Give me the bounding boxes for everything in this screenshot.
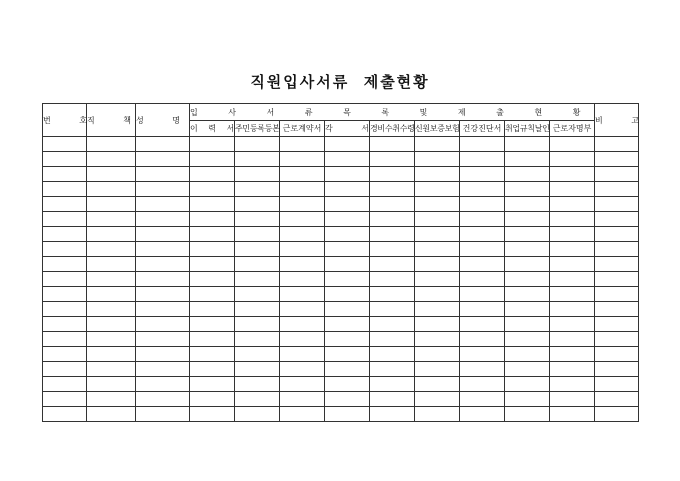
table-cell <box>235 332 280 347</box>
table-cell <box>370 272 415 287</box>
table-cell <box>87 407 136 422</box>
table-cell <box>136 152 190 167</box>
table-cell <box>136 302 190 317</box>
table-cell <box>280 332 325 347</box>
table-cell <box>505 362 550 377</box>
table-cell <box>415 392 460 407</box>
column-header-work-rules-seal: 취업규칙날인 <box>505 121 550 137</box>
table-cell <box>190 182 235 197</box>
table-cell <box>325 242 370 257</box>
table-cell <box>136 392 190 407</box>
table-cell <box>325 332 370 347</box>
table-cell <box>460 257 505 272</box>
table-cell <box>280 257 325 272</box>
table-cell <box>505 227 550 242</box>
table-cell <box>325 317 370 332</box>
table-cell <box>87 197 136 212</box>
table-cell <box>190 152 235 167</box>
table-cell <box>550 362 595 377</box>
table-cell <box>43 347 87 362</box>
table-cell <box>460 242 505 257</box>
table-cell <box>280 362 325 377</box>
table-cell <box>43 407 87 422</box>
table-cell <box>460 302 505 317</box>
table-cell <box>43 152 87 167</box>
table-cell <box>595 197 639 212</box>
table-cell <box>460 167 505 182</box>
table-cell <box>136 317 190 332</box>
column-header-guarantee-insurance: 신원보증보험 <box>415 121 460 137</box>
table-cell <box>460 272 505 287</box>
table-cell <box>87 377 136 392</box>
table-cell <box>595 362 639 377</box>
table-cell <box>415 227 460 242</box>
table-cell <box>505 302 550 317</box>
table-cell <box>87 287 136 302</box>
table-row <box>43 347 639 362</box>
table-cell <box>280 227 325 242</box>
table-cell <box>43 137 87 152</box>
table-cell <box>370 332 415 347</box>
table-cell <box>87 347 136 362</box>
table-cell <box>415 377 460 392</box>
table-cell <box>235 287 280 302</box>
table-cell <box>505 272 550 287</box>
table-cell <box>550 227 595 242</box>
table-cell <box>280 152 325 167</box>
table-row <box>43 392 639 407</box>
table-cell <box>87 242 136 257</box>
table-cell <box>505 167 550 182</box>
table-row <box>43 197 639 212</box>
table-cell <box>595 257 639 272</box>
table-cell <box>190 392 235 407</box>
column-group-header: 입 사 서 류 목 록 및 제 출 현 황 <box>190 104 595 121</box>
table-cell <box>280 347 325 362</box>
table-cell <box>370 392 415 407</box>
table-cell <box>43 242 87 257</box>
table-cell <box>505 377 550 392</box>
column-header-employment-contract: 근로계약서 <box>280 121 325 137</box>
table-cell <box>235 257 280 272</box>
table-cell <box>87 317 136 332</box>
table-cell <box>550 152 595 167</box>
table-cell <box>235 182 280 197</box>
table-cell <box>43 302 87 317</box>
table-cell <box>595 212 639 227</box>
table-cell <box>280 167 325 182</box>
table-cell <box>505 347 550 362</box>
table-cell <box>190 317 235 332</box>
table-cell <box>235 212 280 227</box>
table-cell <box>415 272 460 287</box>
table-cell <box>235 317 280 332</box>
table-cell <box>325 272 370 287</box>
table-cell <box>460 287 505 302</box>
table-cell <box>87 167 136 182</box>
table-cell <box>325 392 370 407</box>
table-cell <box>87 302 136 317</box>
table-cell <box>415 317 460 332</box>
table-cell <box>550 377 595 392</box>
table-cell <box>370 242 415 257</box>
table-cell <box>595 377 639 392</box>
table-cell <box>415 257 460 272</box>
table-cell <box>460 227 505 242</box>
table-cell <box>43 392 87 407</box>
table-cell <box>370 407 415 422</box>
table-row <box>43 152 639 167</box>
table-cell <box>190 167 235 182</box>
table-cell <box>325 227 370 242</box>
table-cell <box>136 407 190 422</box>
table-cell <box>550 332 595 347</box>
table-cell <box>87 137 136 152</box>
table-cell <box>505 242 550 257</box>
table-row <box>43 212 639 227</box>
table-cell <box>595 392 639 407</box>
table-cell <box>550 407 595 422</box>
table-cell <box>190 227 235 242</box>
table-cell <box>370 257 415 272</box>
table-cell <box>550 137 595 152</box>
table-cell <box>280 407 325 422</box>
table-cell <box>325 167 370 182</box>
table-cell <box>235 377 280 392</box>
column-header-health-check: 건강진단서 <box>460 121 505 137</box>
table-cell <box>280 302 325 317</box>
table-cell <box>87 152 136 167</box>
table-row <box>43 407 639 422</box>
table-cell <box>87 392 136 407</box>
table-row <box>43 242 639 257</box>
table-cell <box>550 317 595 332</box>
table-cell <box>595 137 639 152</box>
table-cell <box>550 392 595 407</box>
table-cell <box>136 272 190 287</box>
table-cell <box>280 287 325 302</box>
table-cell <box>280 272 325 287</box>
table-cell <box>460 407 505 422</box>
table-row <box>43 287 639 302</box>
table-row <box>43 272 639 287</box>
column-header-expense-receipt: 경비수취수령 <box>370 121 415 137</box>
table-cell <box>235 197 280 212</box>
table-row <box>43 317 639 332</box>
column-header-worker-roster: 근로자명부 <box>550 121 595 137</box>
table-cell <box>460 347 505 362</box>
table-cell <box>43 212 87 227</box>
table-cell <box>595 182 639 197</box>
table-cell <box>550 182 595 197</box>
table-cell <box>460 377 505 392</box>
table-cell <box>505 197 550 212</box>
table-cell <box>235 302 280 317</box>
table-cell <box>43 167 87 182</box>
table-cell <box>136 182 190 197</box>
table-cell <box>550 257 595 272</box>
table-cell <box>460 152 505 167</box>
table-cell <box>505 212 550 227</box>
table-body <box>43 137 639 422</box>
table-cell <box>325 377 370 392</box>
table-cell <box>325 182 370 197</box>
table-cell <box>43 377 87 392</box>
table-cell <box>460 197 505 212</box>
table-cell <box>550 167 595 182</box>
table-cell <box>136 287 190 302</box>
table-cell <box>280 242 325 257</box>
table-cell <box>43 227 87 242</box>
table-cell <box>370 287 415 302</box>
table-cell <box>415 332 460 347</box>
table-cell <box>505 332 550 347</box>
table-cell <box>415 302 460 317</box>
table-cell <box>190 197 235 212</box>
table-cell <box>595 272 639 287</box>
table-cell <box>595 317 639 332</box>
table-cell <box>43 272 87 287</box>
table-cell <box>136 137 190 152</box>
page-title: 직원입사서류 제출현황 <box>250 73 430 91</box>
table-cell <box>370 137 415 152</box>
table-cell <box>550 212 595 227</box>
table-cell <box>595 407 639 422</box>
table-cell <box>370 302 415 317</box>
table-cell <box>325 347 370 362</box>
table-cell <box>415 152 460 167</box>
table-cell <box>235 242 280 257</box>
table-cell <box>87 212 136 227</box>
table-cell <box>87 332 136 347</box>
table-cell <box>415 182 460 197</box>
table-cell <box>190 212 235 227</box>
table-row <box>43 137 639 152</box>
table-cell <box>43 362 87 377</box>
table-cell <box>325 197 370 212</box>
table-cell <box>235 272 280 287</box>
table-cell <box>190 257 235 272</box>
table-cell <box>595 332 639 347</box>
table-cell <box>460 317 505 332</box>
column-header-pledge: 각 서 <box>325 121 370 137</box>
table-cell <box>43 197 87 212</box>
table-row <box>43 227 639 242</box>
table-cell <box>87 362 136 377</box>
table-cell <box>505 392 550 407</box>
table-cell <box>87 182 136 197</box>
table-cell <box>190 242 235 257</box>
table-cell <box>190 407 235 422</box>
table-cell <box>190 137 235 152</box>
table-cell <box>87 257 136 272</box>
table-cell <box>370 167 415 182</box>
column-header-resident-register: 주민등록등본 <box>235 121 280 137</box>
table-row <box>43 182 639 197</box>
table-cell <box>415 167 460 182</box>
table-row <box>43 167 639 182</box>
table-row <box>43 302 639 317</box>
table-cell <box>370 182 415 197</box>
table-cell <box>550 287 595 302</box>
table-cell <box>550 347 595 362</box>
table-cell <box>550 272 595 287</box>
table-cell <box>280 392 325 407</box>
table-cell <box>190 302 235 317</box>
table-cell <box>460 332 505 347</box>
table-cell <box>190 362 235 377</box>
table-cell <box>595 167 639 182</box>
table-cell <box>595 287 639 302</box>
table-cell <box>460 137 505 152</box>
table-cell <box>280 212 325 227</box>
table-cell <box>280 317 325 332</box>
table-row <box>43 362 639 377</box>
table-cell <box>136 242 190 257</box>
table-cell <box>43 332 87 347</box>
table-cell <box>325 362 370 377</box>
table-cell <box>460 212 505 227</box>
table-cell <box>325 287 370 302</box>
table-cell <box>235 227 280 242</box>
table-cell <box>325 257 370 272</box>
table-cell <box>595 347 639 362</box>
table-cell <box>235 347 280 362</box>
table-cell <box>460 182 505 197</box>
table-row <box>43 332 639 347</box>
table-cell <box>136 332 190 347</box>
table-cell <box>505 407 550 422</box>
table-cell <box>550 242 595 257</box>
table-cell <box>415 212 460 227</box>
table-cell <box>550 197 595 212</box>
column-header-number: 번 호 <box>43 104 87 137</box>
table-cell <box>460 362 505 377</box>
table-cell <box>190 287 235 302</box>
table-cell <box>280 137 325 152</box>
table-cell <box>505 317 550 332</box>
column-header-position: 직 책 <box>87 104 136 137</box>
table-cell <box>190 377 235 392</box>
table-cell <box>550 302 595 317</box>
column-header-remarks: 비 고 <box>595 104 639 137</box>
table-cell <box>595 152 639 167</box>
table-cell <box>43 317 87 332</box>
table-cell <box>280 377 325 392</box>
table-cell <box>325 302 370 317</box>
table-cell <box>370 227 415 242</box>
table-cell <box>43 257 87 272</box>
table-cell <box>370 362 415 377</box>
table-cell <box>505 257 550 272</box>
table-cell <box>370 212 415 227</box>
table-cell <box>136 167 190 182</box>
table-cell <box>505 182 550 197</box>
table-cell <box>280 182 325 197</box>
table-cell <box>505 152 550 167</box>
column-header-resume: 이 력 서 <box>190 121 235 137</box>
table-cell <box>280 197 325 212</box>
table-cell <box>370 317 415 332</box>
table-row <box>43 377 639 392</box>
table-cell <box>235 152 280 167</box>
table-cell <box>415 197 460 212</box>
table-cell <box>370 197 415 212</box>
table-cell <box>595 242 639 257</box>
table-cell <box>415 407 460 422</box>
table-cell <box>136 257 190 272</box>
column-header-name: 성 명 <box>136 104 190 137</box>
table-cell <box>505 287 550 302</box>
table-row <box>43 257 639 272</box>
table-cell <box>415 347 460 362</box>
table-cell <box>190 332 235 347</box>
table-cell <box>136 377 190 392</box>
table-cell <box>415 242 460 257</box>
table-cell <box>235 167 280 182</box>
table-cell <box>136 212 190 227</box>
table-cell <box>136 362 190 377</box>
table-cell <box>325 137 370 152</box>
table-cell <box>415 137 460 152</box>
table-cell <box>136 227 190 242</box>
table-cell <box>235 407 280 422</box>
table-cell <box>460 392 505 407</box>
table-cell <box>136 347 190 362</box>
table-cell <box>190 272 235 287</box>
table-cell <box>43 182 87 197</box>
table-cell <box>415 362 460 377</box>
submission-table <box>42 103 653 422</box>
table-cell <box>190 347 235 362</box>
table-cell <box>595 227 639 242</box>
table-cell <box>595 302 639 317</box>
table-cell <box>87 272 136 287</box>
table-cell <box>370 152 415 167</box>
table-cell <box>325 407 370 422</box>
table-cell <box>415 287 460 302</box>
table-cell <box>235 137 280 152</box>
table-cell <box>235 362 280 377</box>
table-cell <box>87 227 136 242</box>
table-cell <box>370 347 415 362</box>
table-cell <box>325 212 370 227</box>
table-cell <box>505 137 550 152</box>
table-cell <box>43 287 87 302</box>
table-cell <box>325 152 370 167</box>
table-cell <box>235 392 280 407</box>
table-cell <box>370 377 415 392</box>
table-cell <box>136 197 190 212</box>
